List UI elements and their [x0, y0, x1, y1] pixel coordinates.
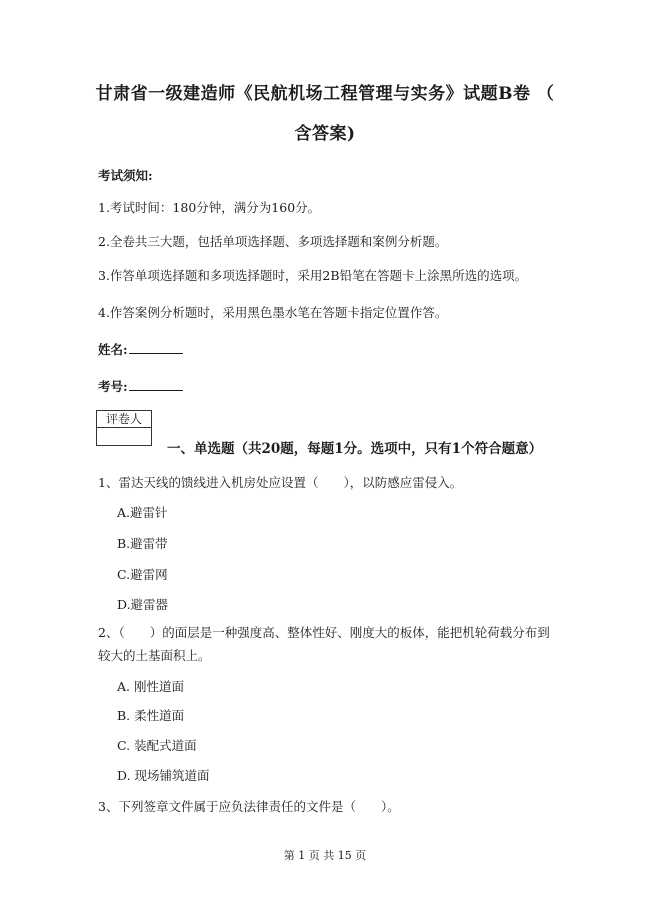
document-title-line-2: 含答案)	[294, 124, 356, 144]
notice-item: 2.全卷共三大题，包括单项选择题、多项选择题和案例分析题。	[98, 234, 448, 249]
question-stem: 1、雷达天线的馈线进入机房处应设置（ ），以防感应雷侵入。	[98, 475, 463, 490]
name-label: 姓名:	[98, 342, 128, 357]
exam-number-field	[98, 377, 183, 395]
question-option: D. 现场铺筑道面	[117, 768, 210, 783]
exam-number-label: 考号:	[98, 379, 128, 394]
exam-number-blank	[129, 378, 183, 391]
notice-item: 3.作答单项选择题和多项选择题时，采用2B铅笔在答题卡上涂黑所选的选项。	[98, 268, 528, 283]
question-option: C. 装配式道面	[117, 738, 197, 753]
grader-label: 评卷人	[97, 411, 151, 428]
notice-heading: 考试须知:	[98, 168, 153, 183]
question-stem: 2、（ ）的面层是一种强度高、整体性好、刚度大的板体，能把机轮荷载分布到较大的土基面积上。	[98, 625, 550, 663]
document-title-line-1: 甘肃省一级建造师《民航机场工程管理与实务》试题B卷 （	[95, 84, 555, 104]
question-option: C.避雷网	[117, 567, 168, 582]
question-option: D.避雷器	[117, 597, 169, 612]
question-option: A.避雷针	[117, 505, 168, 520]
question-option: B.避雷带	[117, 536, 168, 551]
name-field	[98, 340, 183, 358]
question-option: B. 柔性道面	[117, 708, 185, 723]
name-blank	[129, 341, 183, 354]
notice-item: 4.作答案例分析题时，采用黑色墨水笔在答题卡指定位置作答。	[98, 305, 448, 320]
section-heading: 一、单选题（共20题，每题1分。选项中，只有1个符合题意）	[167, 441, 543, 457]
grader-box	[96, 410, 152, 446]
question-stem: 3、下列签章文件属于应负法律责任的文件是（ ）。	[98, 799, 400, 814]
question-option: A. 刚性道面	[117, 679, 184, 694]
page-footer: 第 1 页 共 15 页	[283, 849, 367, 862]
notice-item: 1.考试时间：180分钟，满分为160分。	[98, 200, 321, 215]
